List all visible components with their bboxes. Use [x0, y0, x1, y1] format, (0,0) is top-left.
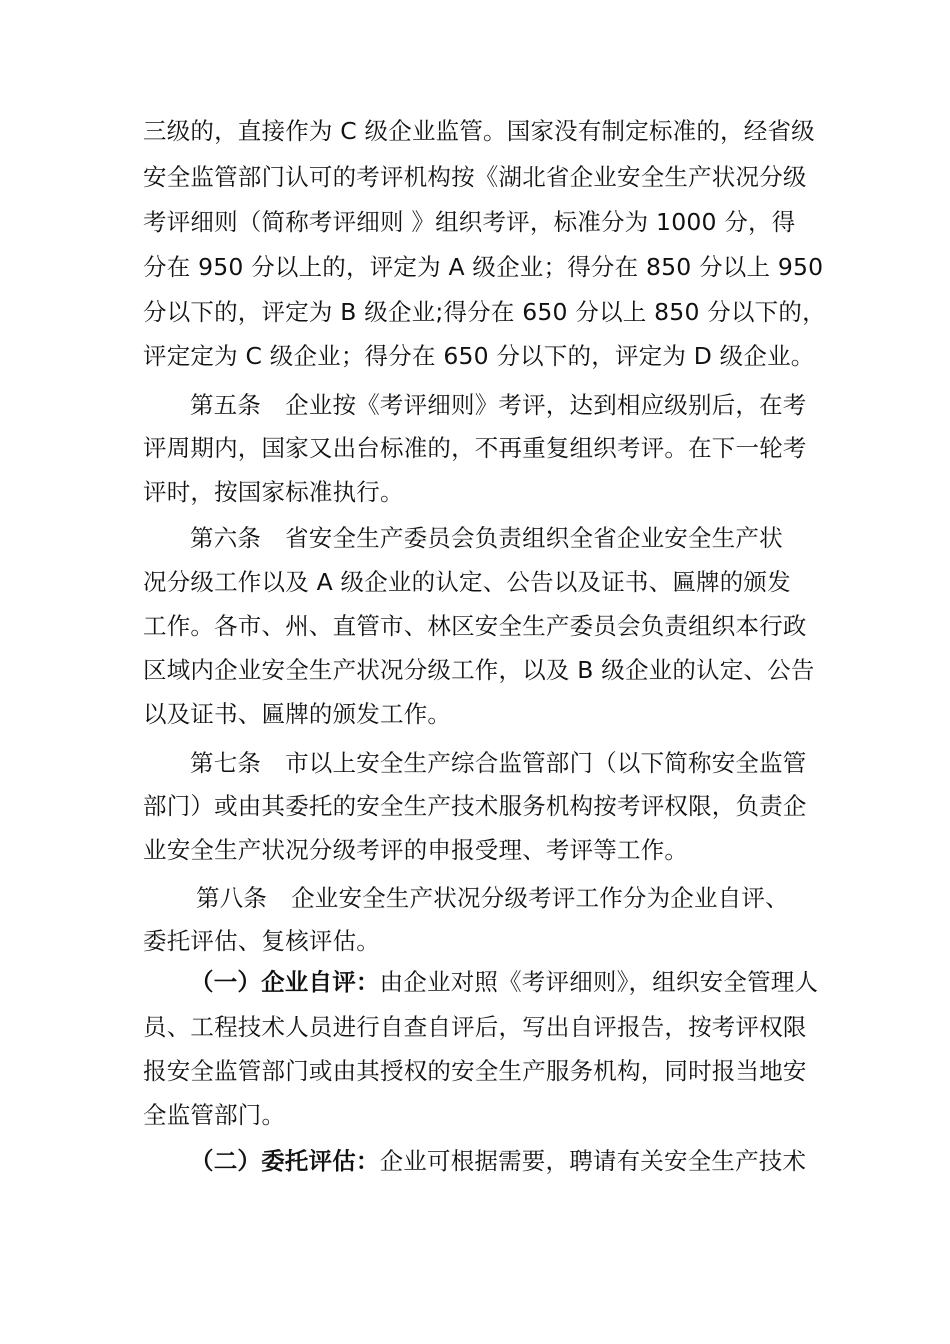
article-7-line: 第七条 市以上安全生产综合监管部门（以下简称安全监管: [190, 749, 807, 777]
paragraph-line: 全监管部门。: [143, 1101, 286, 1129]
paragraph-line: 分以下的，评定为 B 级企业;得分在 650 分以上 850 分以下的，: [143, 298, 826, 326]
item-1-line: （一）企业自评：由企业对照《考评细则》，组织安全管理人: [190, 968, 819, 996]
paragraph-line: 区域内企业安全生产状况分级工作，以及 B 级企业的认定、公告: [143, 656, 815, 684]
paragraph-line: 委托评估、复核评估。: [143, 927, 380, 955]
article-number: 第六条: [190, 524, 262, 552]
paragraph-line: 三级的，直接作为 C 级企业监管。国家没有制定标准的，经省级: [143, 117, 815, 145]
paragraph-line: 以及证书、匾牌的颁发工作。: [143, 700, 452, 728]
paragraph-line: 业安全生产状况分级考评的申报受理、考评等工作。: [143, 836, 689, 864]
paragraph-line: 考评细则（简称考评细则 》组织考评，标准分为 1000 分，得: [143, 208, 796, 236]
article-5-line: 第五条 企业按《考评细则》考评，达到相应级别后，在考: [190, 391, 807, 419]
article-number: 第五条: [190, 391, 262, 419]
paragraph-line: 评周期内，国家又出台标准的，不再重复组织考评。在下一轮考: [143, 434, 807, 462]
article-number: 第七条: [190, 749, 262, 777]
paragraph-line: 报安全监管部门或由其授权的安全生产服务机构，同时报当地安: [143, 1057, 807, 1085]
article-8-line: 第八条 企业安全生产状况分级考评工作分为企业自评、: [196, 884, 789, 912]
item-heading: （二）委托评估：: [190, 1147, 380, 1175]
item-heading: （一）企业自评：: [190, 968, 380, 996]
paragraph-line: 部门）或由其委托的安全生产技术服务机构按考评权限，负责企: [143, 792, 807, 820]
article-6-line: 第六条 省安全生产委员会负责组织全省企业安全生产状: [190, 524, 783, 552]
paragraph-line: 安全监管部门认可的考评机构按《湖北省企业安全生产状况分级: [143, 163, 807, 191]
paragraph-line: 员、工程技术人员进行自查自评后，写出自评报告，按考评权限: [143, 1013, 807, 1041]
paragraph-line: 评时，按国家标准执行。: [143, 478, 404, 506]
paragraph-line: 分在 950 分以上的，评定为 A 级企业；得分在 850 分以上 950: [143, 253, 824, 281]
paragraph-line: 工作。各市、州、直管市、林区安全生产委员会负责组织本行政: [143, 612, 807, 640]
article-number: 第八条: [196, 884, 268, 912]
item-2-line: （二）委托评估：企业可根据需要，聘请有关安全生产技术: [190, 1147, 807, 1175]
paragraph-line: 况分级工作以及 A 级企业的认定、公告以及证书、匾牌的颁发: [143, 568, 791, 596]
paragraph-line: 评定定为 C 级企业；得分在 650 分以下的，评定为 D 级企业。: [143, 342, 815, 370]
